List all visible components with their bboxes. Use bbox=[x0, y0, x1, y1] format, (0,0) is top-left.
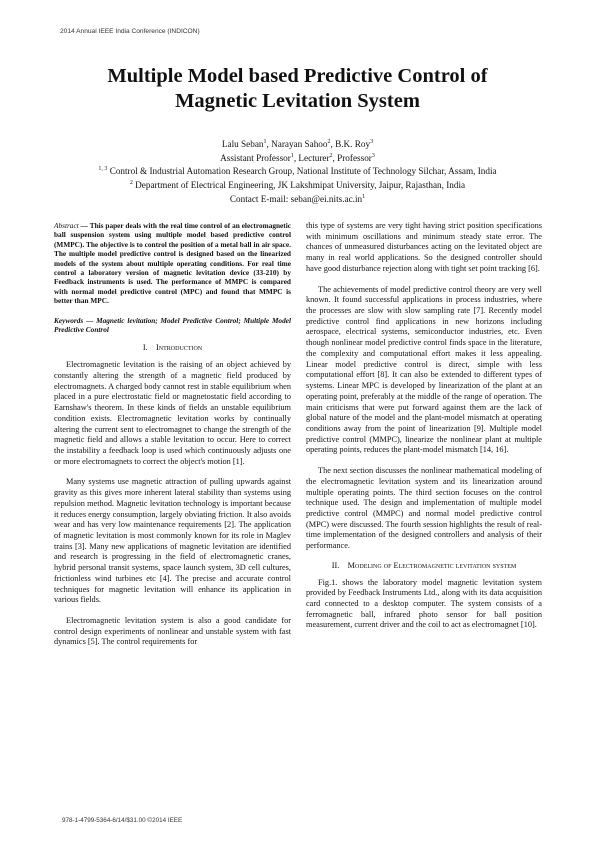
paper-title bbox=[40, 64, 555, 114]
paragraph: Electromagnetic levitation system is also a good candidate for control design experiments of nonlinear and unstable system with fast dynamics [5]. The control requirements for bbox=[54, 616, 291, 647]
left-column bbox=[54, 221, 291, 648]
paragraph: The next section discusses the nonlinear mathematical modeling of the electromagnetic levitation system and its linearization around multiple operating points. The third section focuses on the control technique used. The design and implementation of multiple model predictive control (MMPC) and normal model predictive control (MPC) were discussed. The fourth session highlights the result of real-time implementation of the designed controllers and analysis of their performance. bbox=[306, 466, 542, 551]
paragraph: Many systems use magnetic attraction of pulling upwards against gravity as this gives more inherent lateral stability than systems using repulsion method. Magnetic levitation technology is important because it reduces energy consumption, largely obviating friction. It also avoids wear and has very low maintenance requirements [2]. The application of magnetic levitation is most commonly known for its role in Maglev trains [3]. Many new applications of magnetic levitation are identified and research is progressing in the field of electromagnetic cranes, hybrid personal transit systems, space launch system, 3D cell cultures, frictionless wind turbines etc [4]. The precise and accurate control techniques for magnetic levitation will enhance its application in various fields. bbox=[54, 477, 291, 605]
author-block bbox=[40, 137, 555, 205]
paragraph: Fig.1. shows the laboratory model magnetic levitation system provided by Feedback Instruments Ltd., along with its data acquisition card connected to a desktop computer. The system consists of a ferromagnetic ball, infrared photo sensor for ball position measurement, current driver and the coil to act as electromagnet [10]. bbox=[306, 577, 542, 630]
conference-header: 2014 Annual IEEE India Conference (INDICON) bbox=[60, 28, 200, 35]
paragraph: Electromagnetic levitation is the raising of an object achieved by constantly altering the strength of a magnetic field produced by electromagnets. A charged body cannot rest in stable equilibrium when placed in a pure electrostatic field or magnetostatic field according to Earnshaw's theorem. In these kinds of fields an unstable equilibrium condition exists. Electromagnetic levitation works by continually altering the current sent to electromagnet to change the strength of the magnetic field and allows a stable levitation to occur. Here to correct the instability a feedback loop is used which continuously adjusts one or more electromagnets to correct the object's motion [1]. bbox=[54, 360, 291, 466]
contact-email: Contact E-mail: $seban@ei.nits.ac.in^1$ bbox=[229, 193, 366, 204]
copyright-footer: 978-1-4799-5364-6/14/$31.00 ©2014 IEEE bbox=[62, 817, 183, 824]
keywords-text: — Magnetic levitation; Model Predictive Control; Multiple Model Predictive Control bbox=[54, 315, 291, 335]
section-heading-modeling: II. Modeling of Electromagnetic levitation system bbox=[331, 560, 517, 570]
author-roles: Assistant Professor$^1$, Lecturer$^2$, Professor$^3$ bbox=[220, 152, 375, 163]
author-names: Lalu Seban$^1$, Narayan Sahoo$^2$, B.K. Roy$^3$ bbox=[221, 139, 374, 150]
section-heading-introduction: I. Introduction bbox=[142, 343, 203, 353]
paragraph: this type of systems are very tight having strict position specifications with minimum oscillations and minimum steady state error. The chances of unmeasured disturbances acting on the levitated object are many in real world applications. So the designed controller should have good disturbance rejection along with tight set point tracking [6]. bbox=[306, 221, 542, 273]
abstract-text: — This paper deals with the real time control of an electromagnetic ball suspension system using multiple model based predictive control (MMPC). The objective is to control the position of a metal ball in air space. The multiple model predictive control is designed based on the linearized models of the system about multiple operating conditions. For real time control a laboratory version of magnetic levitation device (33-210) by Feedback instruments is used. The performance of MMPC is compared with normal model predictive control (MPC) and found that MMPC is better than MPC. bbox=[54, 221, 291, 306]
right-column bbox=[306, 221, 542, 631]
keywords-label: Keywords bbox=[54, 315, 84, 325]
abstract bbox=[54, 221, 291, 306]
paragraph: The achievements of model predictive control theory are very well known. It found successful applications in process industries, where the processes are slow with slow sampling rate [7]. Recently model predictive control find applications in new horizons including aerospace, electrical systems, semiconductor industries, etc. Even though nonlinear model predictive control finds space in the literature, the complexity and computational effort makes it less appealing. Linear model predictive control is direct, simple with less computational effort [8]. It can also be extended to different types of systems. Linear MPC is developed by linearization of the plant at an operating point, preferably at the middle of the range of operation. The main criticisms that were put forward against them are the lack of global nature of the model and the plant-model mismatch at operating conditions away from the point of linearization [9]. Multiple model predictive control (MMPC), linearize the nonlinear plant at multiple operating points, reduces the plant-model mismatch [14, 16]. bbox=[306, 284, 542, 455]
abstract-label: Abstract bbox=[54, 221, 79, 230]
keywords bbox=[54, 316, 291, 335]
title-line-2: Magnetic Levitation System bbox=[175, 90, 420, 112]
affiliation-2: $^2$ Department of Electrical Engineering, JK Lakshmipat University, Jaipur, Rajasthan, India bbox=[129, 179, 466, 191]
title-line-1: Multiple Model based Predictive Control of bbox=[107, 65, 488, 87]
affiliation-1: $^{1, 3}$ Control & Industrial Automation Research Group, National Institute of Technology Silchar, Assam, India bbox=[98, 166, 497, 177]
